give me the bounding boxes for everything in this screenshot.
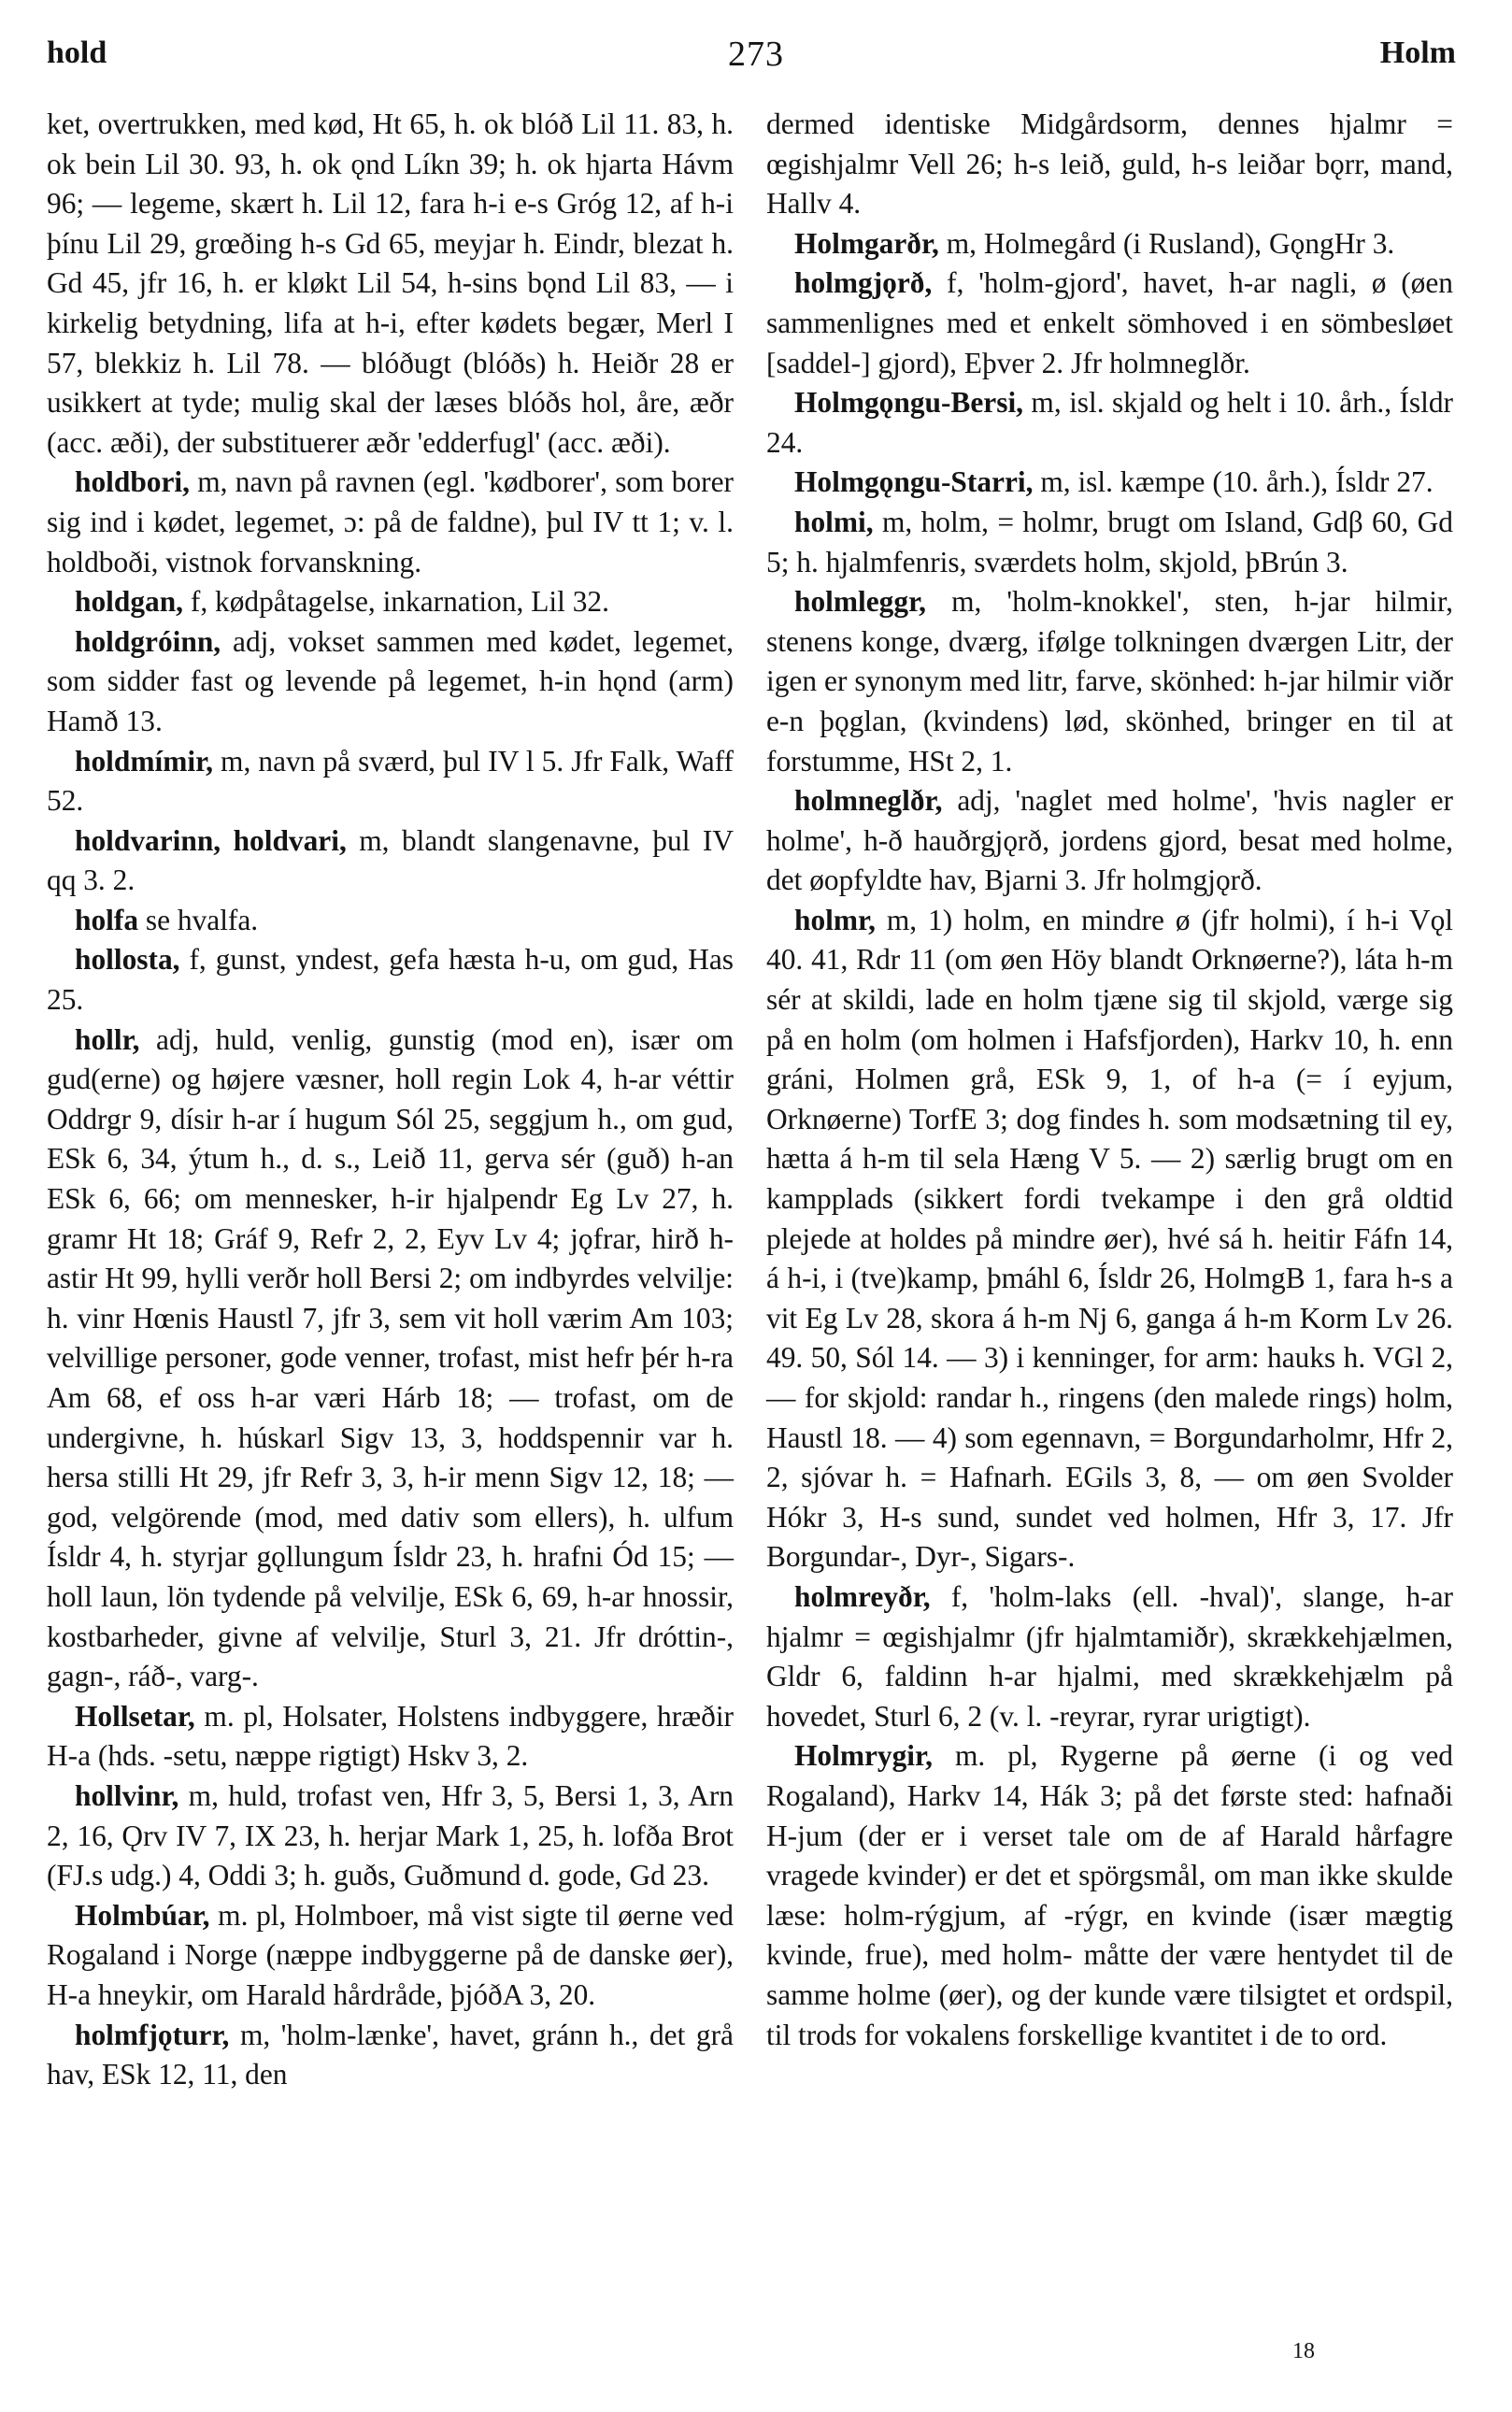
left-column — [47, 105, 734, 2095]
dictionary-entry — [47, 1020, 734, 1697]
entry-definition: m. pl, Holsater, Holstens indbyggere, hræðir H-a (hds. -setu, næppe rigtigt) Hskv 3, 2. — [47, 1699, 734, 1773]
signature-mark: 18 — [1292, 2339, 1315, 2363]
entry-headword: holdgróinn, — [75, 624, 221, 658]
entry-definition: ket, overtrukken, med kød, Ht 65, h. ok blóð Lil 11. 83, h. ok bein Lil 30. 93, h. ok ǫnd Líkn 39; h. ok hjarta Hávm 96; — legeme, skært h. Lil 12, fara h-i e-s Gróg 12, af h-i þínu Lil 29, grœðing h-s Gd 65, meyjar h. Eindr, blezat h. Gd 45, jfr 16, h. er kløkt Lil 54, h-sins bǫnd Lil 83, — i kirkelig betydning, lifa at h-i, efter kødets begær, Merl I 57, blekkiz h. Lil 78. — blóðugt (blóðs) h. Heiðr 28 er usikkert at tyde; mulig skal der læses blóðs hol, åre, æðr (acc. æði), der substituerer æðr 'edderfugl' (acc. æði). — [47, 107, 734, 459]
dictionary-entry — [766, 224, 1453, 264]
dictionary-entry — [766, 781, 1453, 901]
entry-definition: m, Holmegård (i Rusland), GǫngHr 3. — [938, 226, 1395, 260]
entry-headword: holmreyðr, — [794, 1579, 931, 1613]
entry-definition: m, 'holm-knokkel', sten, h-jar hilmir, stenens konge, dværg, ifølge tolkningen dværgen Litr, der igen er synonym med litr, farve, skönhed: h-jar hilmir viðr e-n þǫglan, (kvindens) lød, skönhed, bringer en til at forstumme, HSt 2, 1. — [766, 585, 1453, 778]
entry-headword: Holmbúar, — [75, 1898, 210, 1932]
entry-headword: holmneglðr, — [794, 784, 943, 818]
entry-definition: adj, vokset sammen med kødet, legemet, som sidder fast og levende på legemet, h-in hǫnd (arm) Hamð 13. — [47, 624, 734, 737]
dictionary-entry — [766, 383, 1453, 463]
dictionary-entry — [766, 1577, 1453, 1736]
dictionary-entry — [47, 742, 734, 821]
entry-definition: m, holm, = holmr, brugt om Island, Gdβ 60, Gd 5; h. hjalmfenris, sværdets holm, skjold, þBrún 3. — [766, 505, 1453, 578]
entry-headword: hollr, — [75, 1022, 140, 1056]
entry-headword: holdvarinn, holdvari, — [75, 823, 347, 857]
entry-definition: f, 'holm-gjord', havet, h-ar nagli, ø (øen sammenlignes med et enkelt sömhoved i en sömbesløet [saddel-] gjord), Eþver 2. Jfr holmneglðr. — [766, 266, 1453, 379]
dictionary-entry — [766, 105, 1453, 224]
entry-headword: hollosta, — [75, 943, 180, 977]
dictionary-entry — [47, 821, 734, 901]
entry-definition: dermed identiske Midgårdsorm, dennes hjalmr = œgishjalmr Vell 26; h-s leið, guld, h-s leiðar bǫrr, mand, Hallv 4. — [766, 107, 1453, 221]
dictionary-entry — [766, 582, 1453, 781]
entry-definition: se hvalfa. — [138, 903, 259, 936]
dictionary-entry — [47, 1896, 734, 2016]
entry-definition: m, navn på sværd, þul IV l 5. Jfr Falk, Waff 52. — [47, 744, 734, 818]
entry-headword: Holmgǫngu-Starri, — [794, 465, 1034, 499]
entry-definition: m. pl, Rygerne på øerne (i og ved Rogaland), Harkv 14, Hák 3; på det første sted: hafnaði H-jum (der er i verset tale om de af Harald hårfagre vragede kvinder) er det et spörgsmål, om man ikke skulde læse: holm-rýgjum, af -rýgr, en kvinde (især mægtig kvinde, frue), med holm- måtte der være hentydet til de samme holme (øer), og der kunde være tilsigtet et ordspil, til trods for vokalens forskellige kvantitet i de to ord. — [766, 1739, 1453, 2051]
entry-definition: m, blandt slangenavne, þul IV qq 3. 2. — [47, 823, 734, 897]
entry-definition: m, isl. skjald og helt i 10. årh., Ísldr 24. — [766, 386, 1453, 459]
running-head-right: Holm — [1379, 36, 1456, 70]
entry-headword: holmi, — [794, 505, 874, 538]
entry-headword: Holmrygir, — [794, 1739, 933, 1773]
dictionary-entry — [47, 463, 734, 582]
entry-definition: m, navn på ravnen (egl. 'kødborer', som borer sig ind i kødet, legemet, ɔ: på de faldne), þul IV tt 1; v. l. holdboði, vistnok forvanskning. — [47, 465, 734, 578]
entry-headword: Holmgarðr, — [794, 226, 939, 260]
entry-definition: adj, huld, venlig, gunstig (mod en), især om gud(erne) og højere væsner, holl regin Lok 4, h-ar véttir Oddrgr 9, dísir h-ar í hugum Sól 25, seggjum h., om gud, ESk 6, 34, ýtum h., d. s., Leið 11, gerva sér (guð) h-an ESk 6, 66; om mennesker, h-ir hjalpendr Eg Lv 27, h. gramr Ht 18; Gráf 9, Refr 2, 2, Eyv Lv 4; jǫfrar, hirð h-astir Ht 99, hylli verðr holl Bersi 2; om indbyrdes velvilje: h. vinr Hœnis Haustl 7, jfr 3, sem vit holl værim Am 103; velvillige personer, gode venner, trofast, mist hefr þér h-ra Am 68, ef oss h-ar væri Hárb 18; — trofast, om de undergivne, h. húskarl Sigv 13, 3, hoddspennir var h. hersa stilli Ht 29, jfr Refr 3, 3, h-ir menn Sigv 12, 18; — god, velgörende (mod, med dativ som ellers), h. ulfum Ísldr 4, h. styrjar gǫllungum Ísldr 23, h. hrafni Ód 15; — holl laun, lön tydende på velvilje, ESk 6, 69, h-ar hnossir, kostbarheder, givne af velvilje, Sturl 3, 21. Jfr dróttin-, gagn-, ráð-, varg-. — [47, 1022, 734, 1693]
entry-definition: f, gunst, yndest, gefa hæsta h-u, om gud, Has 25. — [47, 943, 734, 1017]
running-head-left: hold — [47, 36, 107, 70]
dictionary-entry — [766, 463, 1453, 503]
dictionary-entry — [47, 901, 734, 941]
entry-headword: Hollsetar, — [75, 1699, 195, 1733]
entry-headword: hollvinr, — [75, 1778, 179, 1812]
entry-definition: f, 'holm-laks (ell. -hval)', slange, h-ar hjalmr = œgishjalmr (jfr hjalmtamiðr), skrækkehjælmen, Gldr 6, faldinn h-ar hjalmi, med skrækkehjælm på hovedet, Sturl 6, 2 (v. l. -reyrar, ryrar urigtigt). — [766, 1579, 1453, 1733]
entry-headword: holdbori, — [75, 465, 190, 499]
entry-headword: holfa — [75, 903, 139, 936]
entry-headword: holdmímir, — [75, 744, 213, 778]
entry-definition: adj, 'naglet med holme', 'hvis nagler er holme', h-ð hauðrgjǫrð, jordens gjord, besat med holme, det øopfyldte hav, Bjarni 3. Jfr holmgjǫrð. — [766, 784, 1453, 897]
dictionary-entry — [766, 901, 1453, 1577]
dictionary-entry — [47, 1777, 734, 1896]
entry-definition: m, 'holm-lænke', havet, gránn h., det grå hav, ESk 12, 11, den — [47, 2018, 734, 2091]
entry-definition: m, 1) holm, en mindre ø (jfr holmi), í h-i Vǫl 40. 41, Rdr 11 (om øen Höy blandt Orknøerne?), láta h-m sér at skildi, lade en holm tjæne sig til skjold, værge sig på en holm (om holmen i Hafsfjorden), Harkv 10, h. enn gráni, Holmen grå, ESk 9, 1, of h-a (= í eyjum, Orknøerne) TorfE 3; dog findes h. som modsætning til ey, hætta á h-m til sela Hæng V 5. — 2) særlig brugt om en kampplads (sikkert fordi tvekampe i den grå oldtid plejede at holdes på mindre øer), hvé sá h. heitir Fáfn 14, á h-i, i (tve)kamp, þmáhl 6, Ísldr 26, HolmgB 1, fara h-s a vit Eg Lv 28, skora á h-m Nj 6, ganga á h-m Korm Lv 26. 49. 50, Sól 14. — 3) i kenninger, for arm: hauks h. VGl 2, — for skjold: randar h., ringens (den malede rings) holm, Haustl 18. — 4) som egennavn, = Borgundarholmr, Hfr 2, 2, sjóvar h. = Hafnarh. EGils 3, 8, — om øen Svolder Hókr 3, H-s sund, sundet ved holmen, Hfr 3, 17. Jfr Borgundar-, Dyr-, Sigars-. — [766, 903, 1453, 1574]
dictionary-entry — [766, 503, 1453, 582]
entry-definition: m. pl, Holmboer, må vist sigte til øerne ved Rogaland i Norge (næppe indbyggerne på de danske øer), H-a hneykir, om Harald hårdråde, þjóðA 3, 20. — [47, 1898, 734, 2011]
page-number: 273 — [728, 35, 784, 74]
dictionary-entry — [47, 622, 734, 742]
entry-headword: holmr, — [794, 903, 876, 936]
dictionary-entry — [47, 105, 734, 463]
entry-definition: f, kødpåtagelse, inkarnation, Lil 32. — [183, 585, 609, 619]
dictionary-entry — [47, 1697, 734, 1777]
entry-headword: holmfjǫturr, — [75, 2018, 230, 2051]
entry-headword: holmleggr, — [794, 585, 926, 619]
dictionary-entry — [47, 2016, 734, 2095]
entry-headword: holmgjǫrð, — [794, 266, 933, 300]
dictionary-entry — [766, 264, 1453, 383]
entry-definition: m, huld, trofast ven, Hfr 3, 5, Bersi 1, 3, Arn 2, 16, Ǫrv IV 7, IX 23, h. herjar Mark 1, 25, h. lofða Brot (FJ.s udg.) 4, Oddi 3; h. guðs, Guðmund d. gode, Gd 23. — [47, 1778, 734, 1892]
dictionary-entry — [47, 940, 734, 1020]
entry-headword: holdgan, — [75, 585, 184, 619]
dictionary-entry — [47, 582, 734, 622]
dictionary-entry — [766, 1736, 1453, 2055]
right-column — [766, 105, 1453, 2055]
entry-definition: m, isl. kæmpe (10. årh.), Ísldr 27. — [1033, 465, 1434, 499]
entry-headword: Holmgǫngu-Bersi, — [794, 386, 1024, 420]
